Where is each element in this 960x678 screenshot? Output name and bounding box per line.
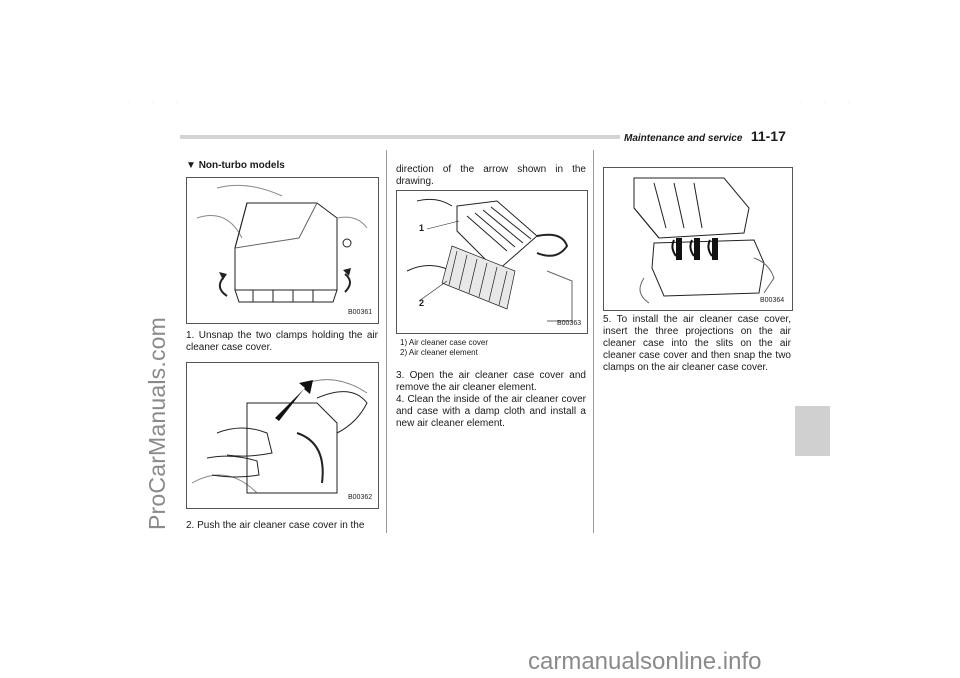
page-header (624, 128, 786, 146)
open-cover-illustration (397, 191, 587, 333)
section-heading (186, 160, 285, 171)
triangle-bullet-icon: ▼ (186, 160, 196, 171)
install-cover-illustration (604, 168, 792, 310)
step-2-text-continued: direction of the arrow shown in the drawing. (396, 164, 586, 187)
step-3-text: 3. Open the air cleaner case cover and remove the air cleaner element. (396, 370, 586, 393)
step-4-text: 4. Clean the inside of the air cleaner cover and case with a damp cloth and install a new air cleaner element. (396, 394, 586, 429)
callout-1: 1 (419, 223, 425, 233)
step-5-text: 5. To install the air cleaner case cover, insert the three projections on the air cleaner case into the slits on the air cleaner case cover and then snap the two clamps on the air cleaner case cover. (603, 314, 791, 373)
header-rule (180, 135, 620, 139)
bottom-watermark: carmanualsonline.info (528, 648, 762, 675)
figure-code: B00363 (557, 320, 582, 327)
caption-1: 1) Air cleaner case cover (400, 338, 489, 347)
side-watermark: ProCarManuals.com (144, 316, 170, 530)
figure-code: B00362 (348, 494, 373, 501)
column-divider-2 (593, 150, 594, 533)
callout-2: 2 (419, 298, 425, 308)
figure-install-cover (603, 167, 793, 311)
figure-push-cover (186, 362, 379, 509)
push-cover-illustration (187, 363, 378, 508)
air-cleaner-clamps-illustration (187, 178, 378, 323)
figure-code: B00364 (760, 297, 785, 304)
figure-open-cover (396, 190, 588, 334)
section-title: Maintenance and service (624, 133, 743, 144)
column-divider-1 (386, 150, 387, 533)
section-tab (795, 406, 830, 456)
caption-2: 2) Air cleaner element (400, 348, 478, 357)
figure-unsnap-clamps (186, 177, 379, 324)
heading-text: Non-turbo models (198, 160, 285, 171)
page-number: 11-17 (750, 128, 786, 144)
corner-dots-right: · · · (800, 100, 860, 106)
step-1-text: 1. Unsnap the two clamps holding the air cleaner case cover. (186, 330, 378, 353)
corner-dots-left: · · · (128, 100, 188, 106)
step-2-text-start: 2. Push the air cleaner case cover in the (186, 520, 365, 531)
figure-code: B00361 (348, 309, 373, 316)
